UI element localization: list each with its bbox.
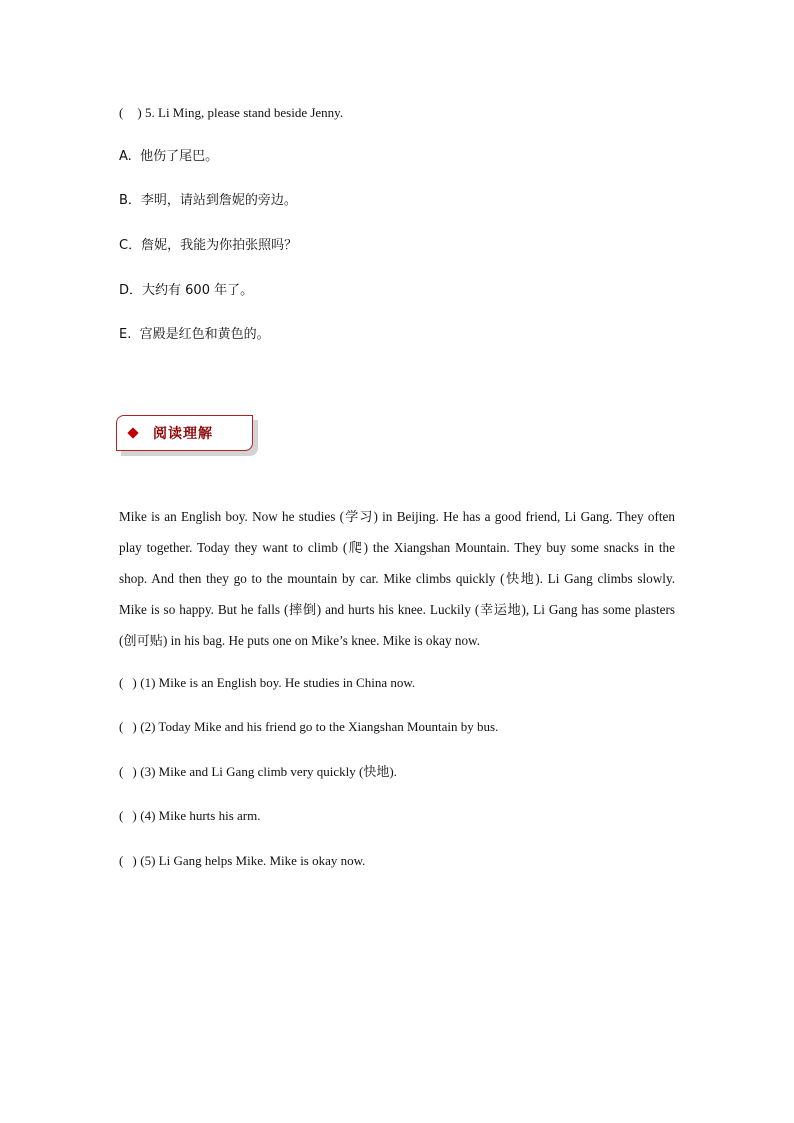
option-a [119, 147, 218, 167]
section-title: 阅读理解 [153, 426, 213, 442]
matching-question-5 [119, 103, 343, 123]
question-3 [119, 762, 397, 782]
option-label: A. [119, 149, 132, 164]
question-text: 5. Li Ming, please stand beside Jenny. [145, 105, 344, 120]
question-text: (1) Mike is an English boy. He studies in China now. [140, 675, 416, 690]
option-text: 他伤了尾巴。 [140, 149, 219, 164]
section-header [116, 415, 253, 451]
question-5 [119, 851, 365, 871]
passage-text: Mike is an English boy. Now he studies (学习) in Beijing. He has a good friend, Li Gang. They often play together. Today they want to climb (爬) the Xiangshan Mountain. They buy some snacks in the shop. And then they go to the mountain by car. Mike climbs quickly (快地). Li Gang climbs slowly. Mike is so happy. But he falls (摔倒) and hurts his knee. Luckily (幸运地), Li Gang has some plasters (创可贴) in his bag. He puts one on Mike’s knee. Mike is okay now. [119, 509, 675, 648]
diamond-icon [127, 427, 138, 438]
option-text: 大约有 600 年了。 [142, 283, 254, 298]
option-label: E. [119, 327, 132, 342]
option-d [119, 281, 253, 301]
option-c [119, 236, 297, 256]
option-label: D． [119, 283, 143, 298]
answer-blank[interactable]: ( ) [119, 675, 137, 690]
option-text: 詹妮，我能为你拍张照吗？ [141, 238, 298, 253]
question-1 [119, 673, 415, 693]
answer-blank[interactable]: ( ) [119, 808, 137, 823]
reading-passage [119, 501, 675, 656]
option-label: B． [119, 193, 141, 208]
question-text: (4) Mike hurts his arm. [140, 808, 261, 823]
option-label: C． [119, 238, 142, 253]
answer-blank[interactable]: ( ) [119, 853, 137, 868]
answer-blank[interactable]: ( ) [119, 764, 137, 779]
question-text: (3) Mike and Li Gang climb very quickly (快地). [140, 764, 397, 779]
question-text: (5) Li Gang helps Mike. Mike is okay now. [140, 853, 366, 868]
question-4 [119, 806, 260, 826]
option-b [119, 191, 297, 211]
answer-blank[interactable]: ( ) [119, 719, 137, 734]
option-text: 宫殿是红色和黄色的。 [139, 327, 270, 342]
question-2 [119, 717, 498, 737]
question-text: (2) Today Mike and his friend go to the Xiangshan Mountain by bus. [140, 719, 499, 734]
option-e [119, 325, 270, 345]
option-text: 李明，请站到詹妮的旁边。 [140, 193, 297, 208]
answer-blank[interactable]: ( ) [119, 105, 142, 120]
